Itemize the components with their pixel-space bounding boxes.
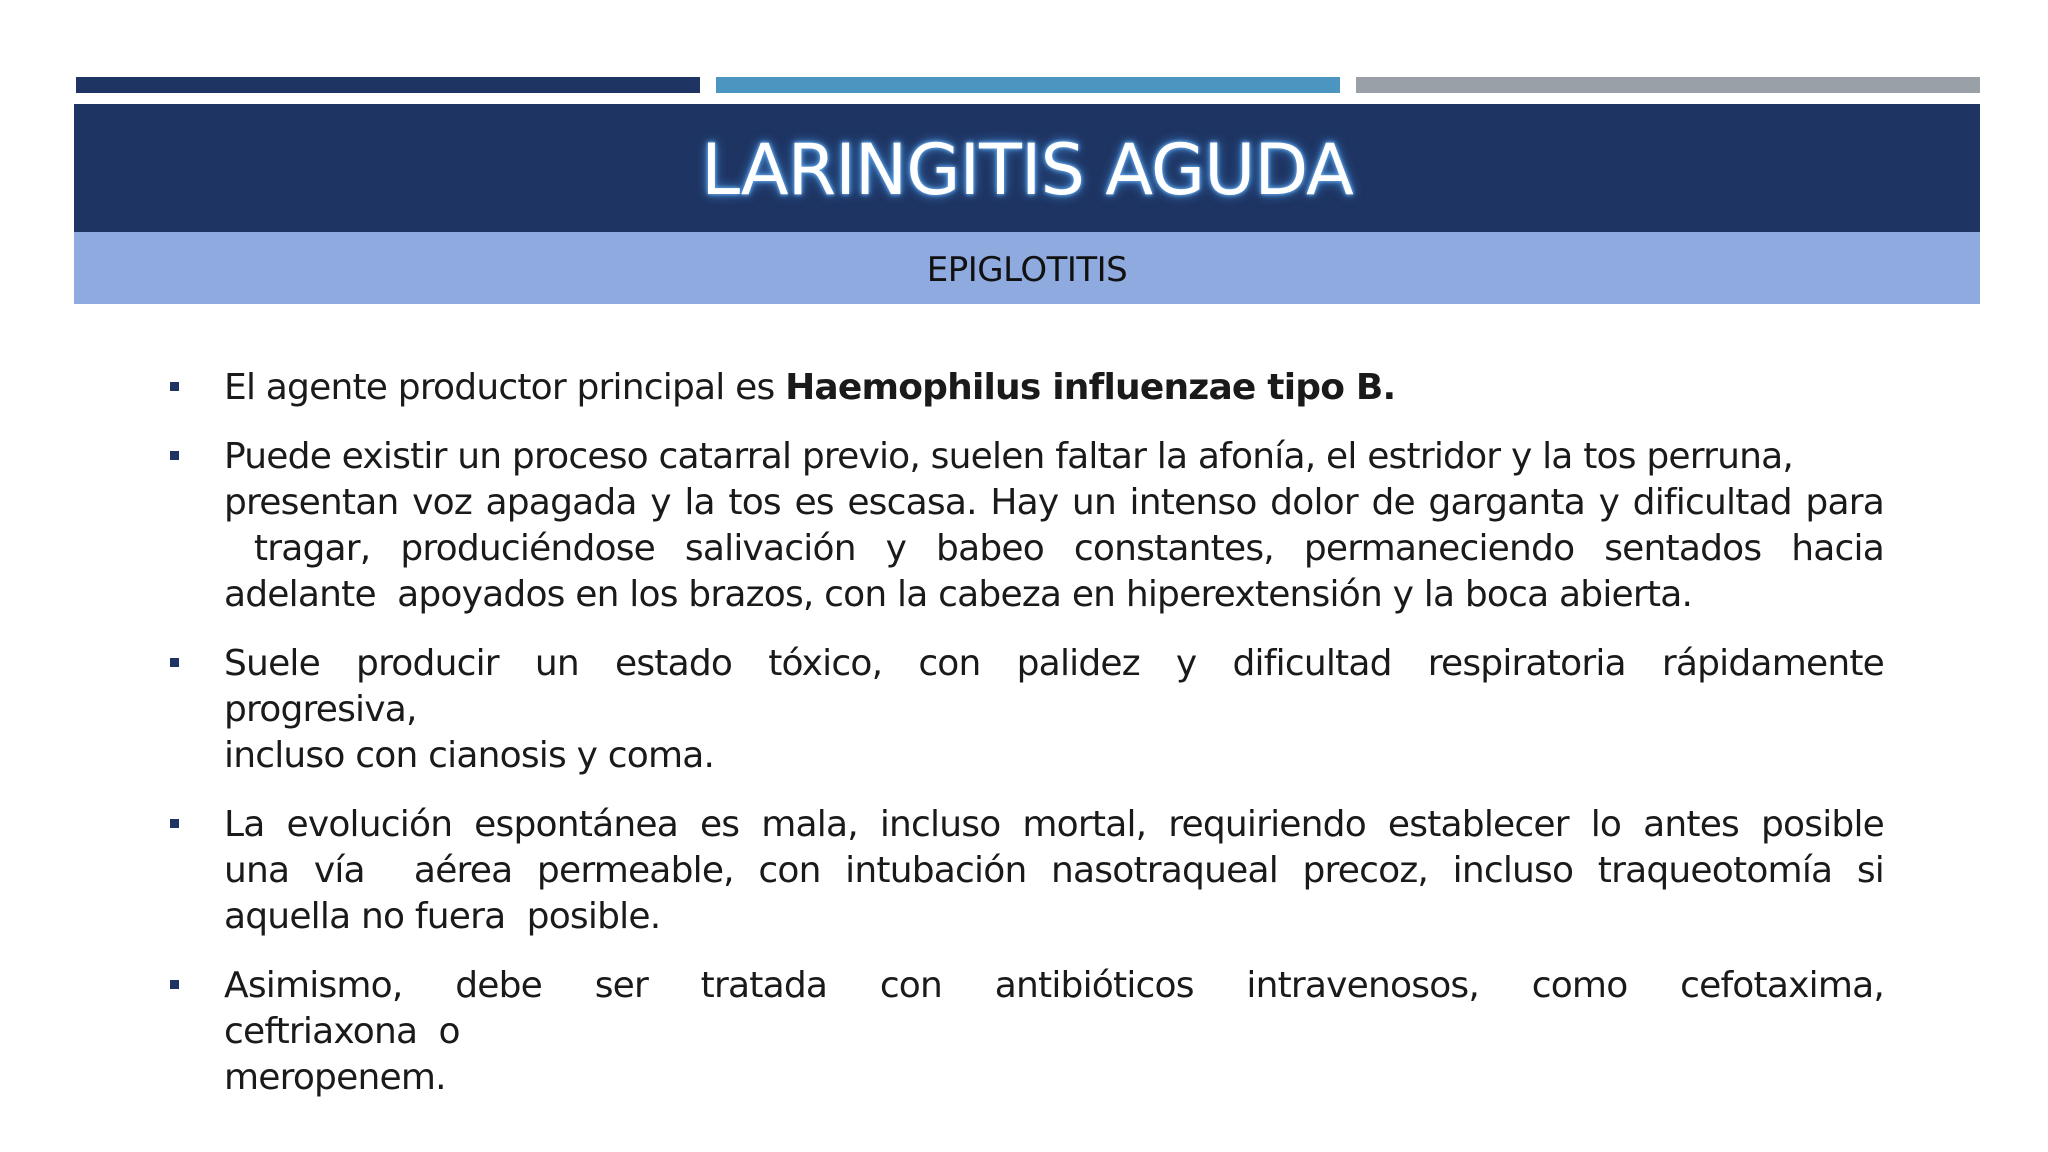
bullet-square-icon <box>170 980 179 989</box>
bullet-square-icon <box>170 382 179 391</box>
accent-bar-gray <box>1356 77 1980 93</box>
accent-bar-dark-blue <box>76 77 700 93</box>
bullet-square-icon <box>170 819 179 828</box>
bullet-list <box>170 365 1884 1124</box>
bullet-item <box>170 365 1884 411</box>
slide-subtitle: EPIGLOTITIS <box>926 250 1128 290</box>
bullet-square-icon <box>170 451 179 460</box>
bullet-item <box>170 434 1884 618</box>
accent-bar-mid-blue <box>716 77 1340 93</box>
bullet-item <box>170 963 1884 1101</box>
bullet-line: tragar, produciéndose salivación y babeo constantes, permaneciendo sentados hacia <box>224 528 1884 569</box>
bullet-line: adelante apoyados en los brazos, con la cabeza en hiperextensión y la boca abierta. <box>224 574 1693 615</box>
bullet-line: La evolución espontánea es mala, incluso mortal, requiriendo establecer lo antes posible <box>224 804 1884 845</box>
bullet-line: Puede existir un proceso catarral previo, suelen faltar la afonía, el estridor y la tos perruna, <box>224 436 1794 477</box>
bullet-item <box>170 802 1884 940</box>
bullet-item <box>170 641 1884 779</box>
bullet-line: progresiva, <box>224 689 417 730</box>
subtitle-band <box>74 232 1980 304</box>
bullet-line: presentan voz apagada y la tos es escasa. Hay un intenso dolor de garganta y dificultad para <box>224 482 1884 523</box>
bullet-text: El agente productor principal es <box>224 367 786 408</box>
bullet-line: Asimismo, debe ser tratada con antibióticos intravenosos, como cefotaxima, <box>224 965 1884 1006</box>
bullet-square-icon <box>170 658 179 667</box>
title-band <box>74 104 1980 232</box>
bullet-line: ceftriaxona o <box>224 1011 460 1052</box>
bullet-line: Suele producir un estado tóxico, con palidez y dificultad respiratoria rápidamente <box>224 643 1884 684</box>
bullet-line: una vía aérea permeable, con intubación nasotraqueal precoz, incluso traqueotomía si <box>224 850 1884 891</box>
slide-title: LARINGITIS AGUDA <box>701 129 1353 211</box>
bullet-line: meropenem. <box>224 1057 446 1098</box>
bullet-bold-text: Haemophilus influenzae tipo B. <box>785 367 1396 408</box>
bullet-line: incluso con cianosis y coma. <box>224 735 715 776</box>
bullet-line: aquella no fuera posible. <box>224 896 661 937</box>
